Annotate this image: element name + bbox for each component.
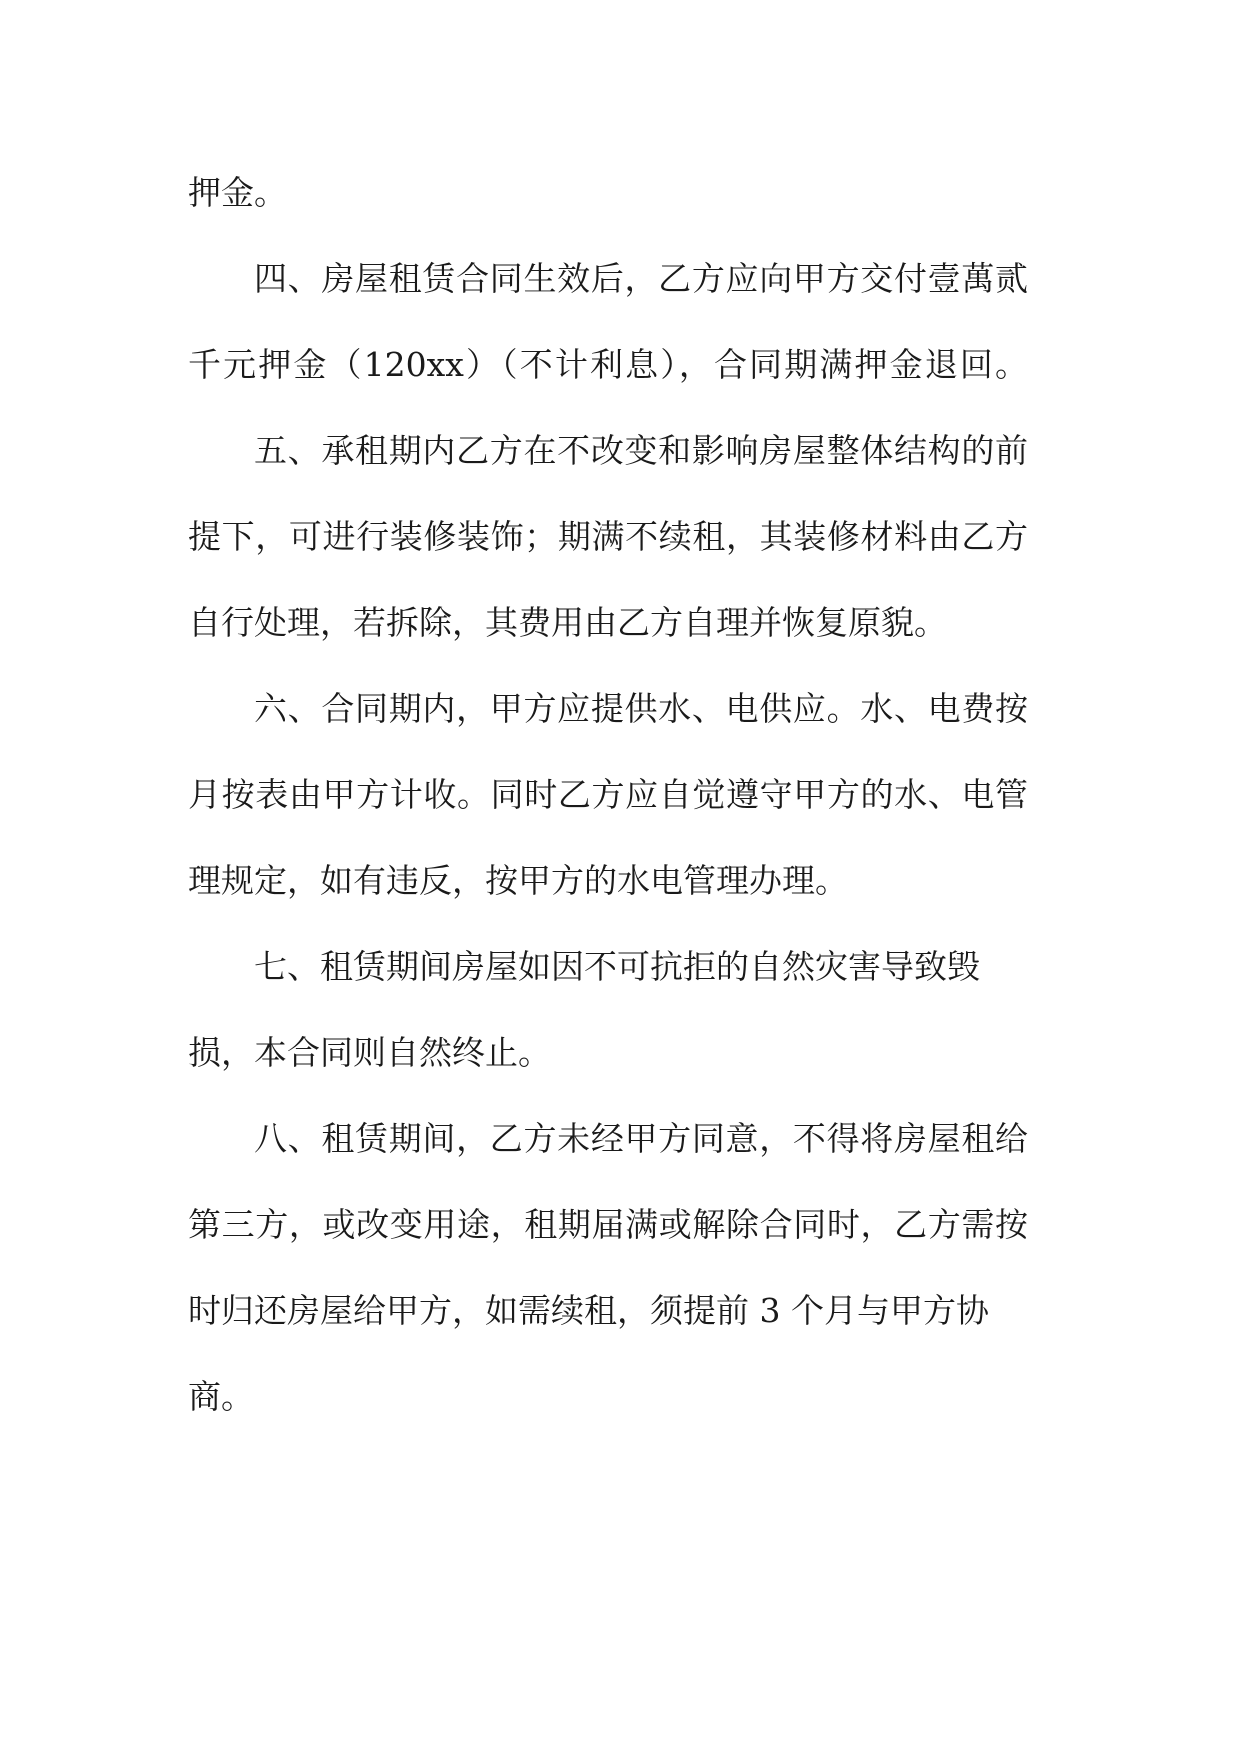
text-line: 时归还房屋给甲方，如需续租，须提前 3 个月与甲方协 [188, 1291, 989, 1330]
text-line: 七、租赁期间房屋如因不可抗拒的自然灾害导致毁 [254, 947, 980, 986]
text-line: 提下，可进行装修装饰；期满不续租，其装修材料由乙方 [188, 517, 1028, 556]
text-line: 理规定，如有违反，按甲方的水电管理办理。 [188, 861, 848, 900]
text-line: 月按表由甲方计收。同时乙方应自觉遵守甲方的水、电管 [188, 775, 1028, 814]
text-line: 五、承租期内乙方在不改变和影响房屋整体结构的前 [254, 431, 1028, 470]
text-line: 千元押金（120xx）（不计利息），合同期满押金退回。 [188, 345, 1028, 384]
text-line: 损，本合同则自然终止。 [188, 1033, 551, 1072]
text-line: 押金。 [188, 173, 287, 212]
text-line: 八、租赁期间，乙方未经甲方同意，不得将房屋租给 [254, 1119, 1028, 1158]
text-line: 四、房屋租赁合同生效后，乙方应向甲方交付壹萬贰 [254, 259, 1028, 298]
text-line: 自行处理，若拆除，其费用由乙方自理并恢复原貌。 [188, 603, 947, 642]
text-line: 六、合同期内，甲方应提供水、电供应。水、电费按 [254, 689, 1028, 728]
text-line: 商。 [188, 1377, 254, 1416]
text-line: 第三方，或改变用途，租期届满或解除合同时，乙方需按 [188, 1205, 1028, 1244]
